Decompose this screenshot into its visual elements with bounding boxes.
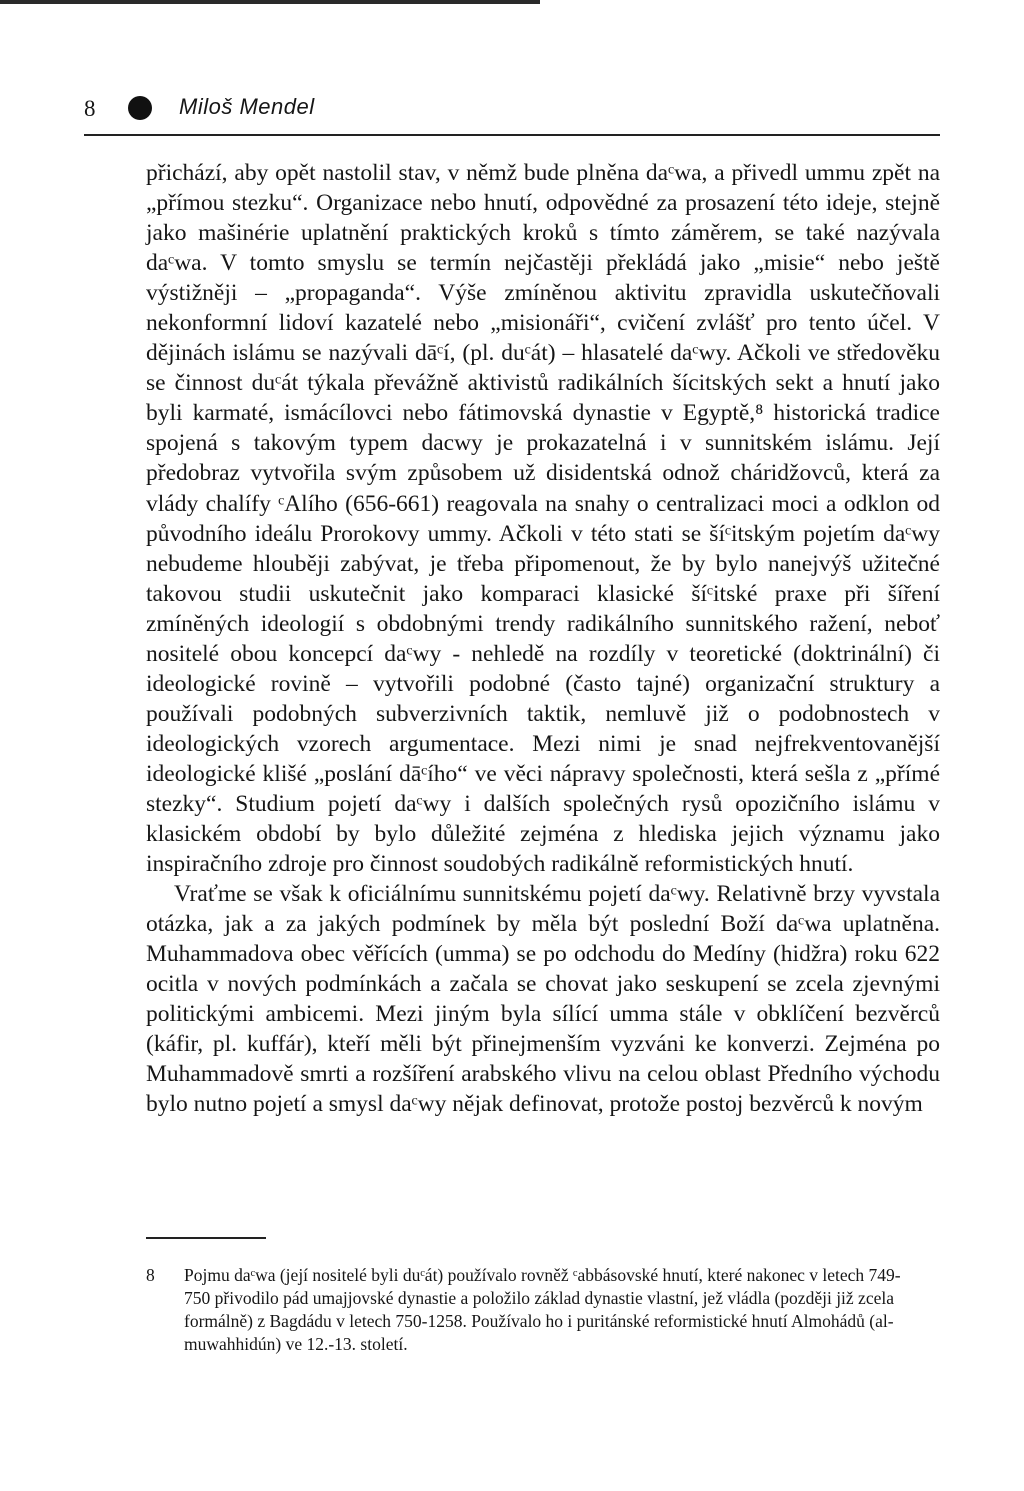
footnote-number: 8	[146, 1265, 155, 1285]
footnote	[146, 1264, 906, 1356]
body-text	[146, 158, 940, 1120]
bullet-dot-icon	[128, 96, 152, 120]
header-rule	[84, 134, 940, 136]
running-header	[84, 92, 940, 132]
running-head-author: Miloš Mendel	[179, 94, 315, 119]
top-rule	[0, 0, 540, 4]
page-number: 8	[84, 96, 96, 121]
footnote-text: Pojmu daᶜwa (její nositelé byli duᶜát) používalo rovněž ᶜabbásovské hnutí, které nakonec v letech 749-750 přivodilo pád umajjovské dynastie a položilo základ dynastie vlastní, jež vládla (později již zcela formálně) z Bagdádu v letech 750-1258. Používalo ho i puritánské reformistické hnutí Almohádů (al-muwahhidún) ve 12.-13. století.	[184, 1265, 901, 1354]
paragraph-1: přichází, aby opět nastolil stav, v němž bude plněna daᶜwa, a přivedl ummu zpět na „přímou stezku“. Organizace nebo hnutí, odpovědné za prosazení této ideje, stejně jako mašinérie uplatnění praktických kroků s tímto záměrem, se také nazývala daᶜwa. V tomto smyslu se termín nejčastěji překládá jako „misie“ nebo ještě výstižněji – „propaganda“. Výše zmíněnou aktivitu zpravidla uskutečňovali nekonformní lidoví kazatelé nebo „misionáři“, cvičení zvlášť pro tento účel. V dějinách islámu se nazývali dāᶜí, (pl. duᶜát) – hlasatelé daᶜwy. Ačkoli ve středověku se činnost duᶜát týkala převážně aktivistů radikálních šícitských sekt a hnutí jako byli karmaté, ismácílovci nebo fátimovská dynastie v Egyptě,⁸ historická tradice spojená s takovým typem dacwy je prokazatelná i v sunnitském islámu. Její předobraz vytvořila svým způsobem už disidentská odnož cháridžovců, která za vlády chalífy ᶜAlího (656-661) reagovala na snahy o centralizaci moci a odklon od původního ideálu Prorokovy ummy. Ačkoli v této stati se šíᶜitským pojetím daᶜwy nebudeme hlouběji zabývat, je třeba připomenout, že by bylo nanejvýš užitečné takovou studii uskutečnit jako komparaci klasické šíᶜitské praxe při šíření zmíněných ideologií s obdobnými trendy radikálního sunnitského ražení, neboť nositelé obou koncepcí daᶜwy - nehledě na rozdíly v teoretické (doktrinální) či ideologické rovině – vytvořili podobné (často tajné) organizační struktury a používali podobných subverzivních taktik, nemluvě již o podobnostech v ideologických vzorech argumentace. Mezi nimi je snad nejfrekventovanější ideologické klišé „poslání dāᶜího“ ve věci nápravy společnosti, která sešla z „přímé stezky“. Studium pojetí daᶜwy i dalších společných rysů opozičního islámu v klasickém období by bylo důležité zejména z hlediska jejich významu jako inspiračního zdroje pro činnost soudobých radikálně reformistických hnutí.	[146, 160, 940, 878]
footnote-rule	[146, 1237, 266, 1239]
paragraph-2: Vraťme se však k oficiálnímu sunnitskému pojetí daᶜwy. Relativně brzy vyvstala otázka, jak a za jakých podmínek by měla být poslední Boží daᶜwa uplatněna. Muhammadova obec věřících (umma) se po odchodu do Medíny (hidžra) roku 622 ocitla v nových podmínkách a začala se chovat jako seskupení se zcela zjevnými politickými ambicemi. Mezi jiným byla sílící umma stále v obklíčení bezvěrců (káfir, pl. kuffár), kteří měli být přinejmenším vyzváni ke konverzi. Zejména po Muhammadově smrti a rozšíření arabského vlivu na celou oblast Předního východu bylo nutno pojetí a smysl daᶜwy nějak definovat, protože postoj bezvěrců k novým	[146, 881, 940, 1118]
